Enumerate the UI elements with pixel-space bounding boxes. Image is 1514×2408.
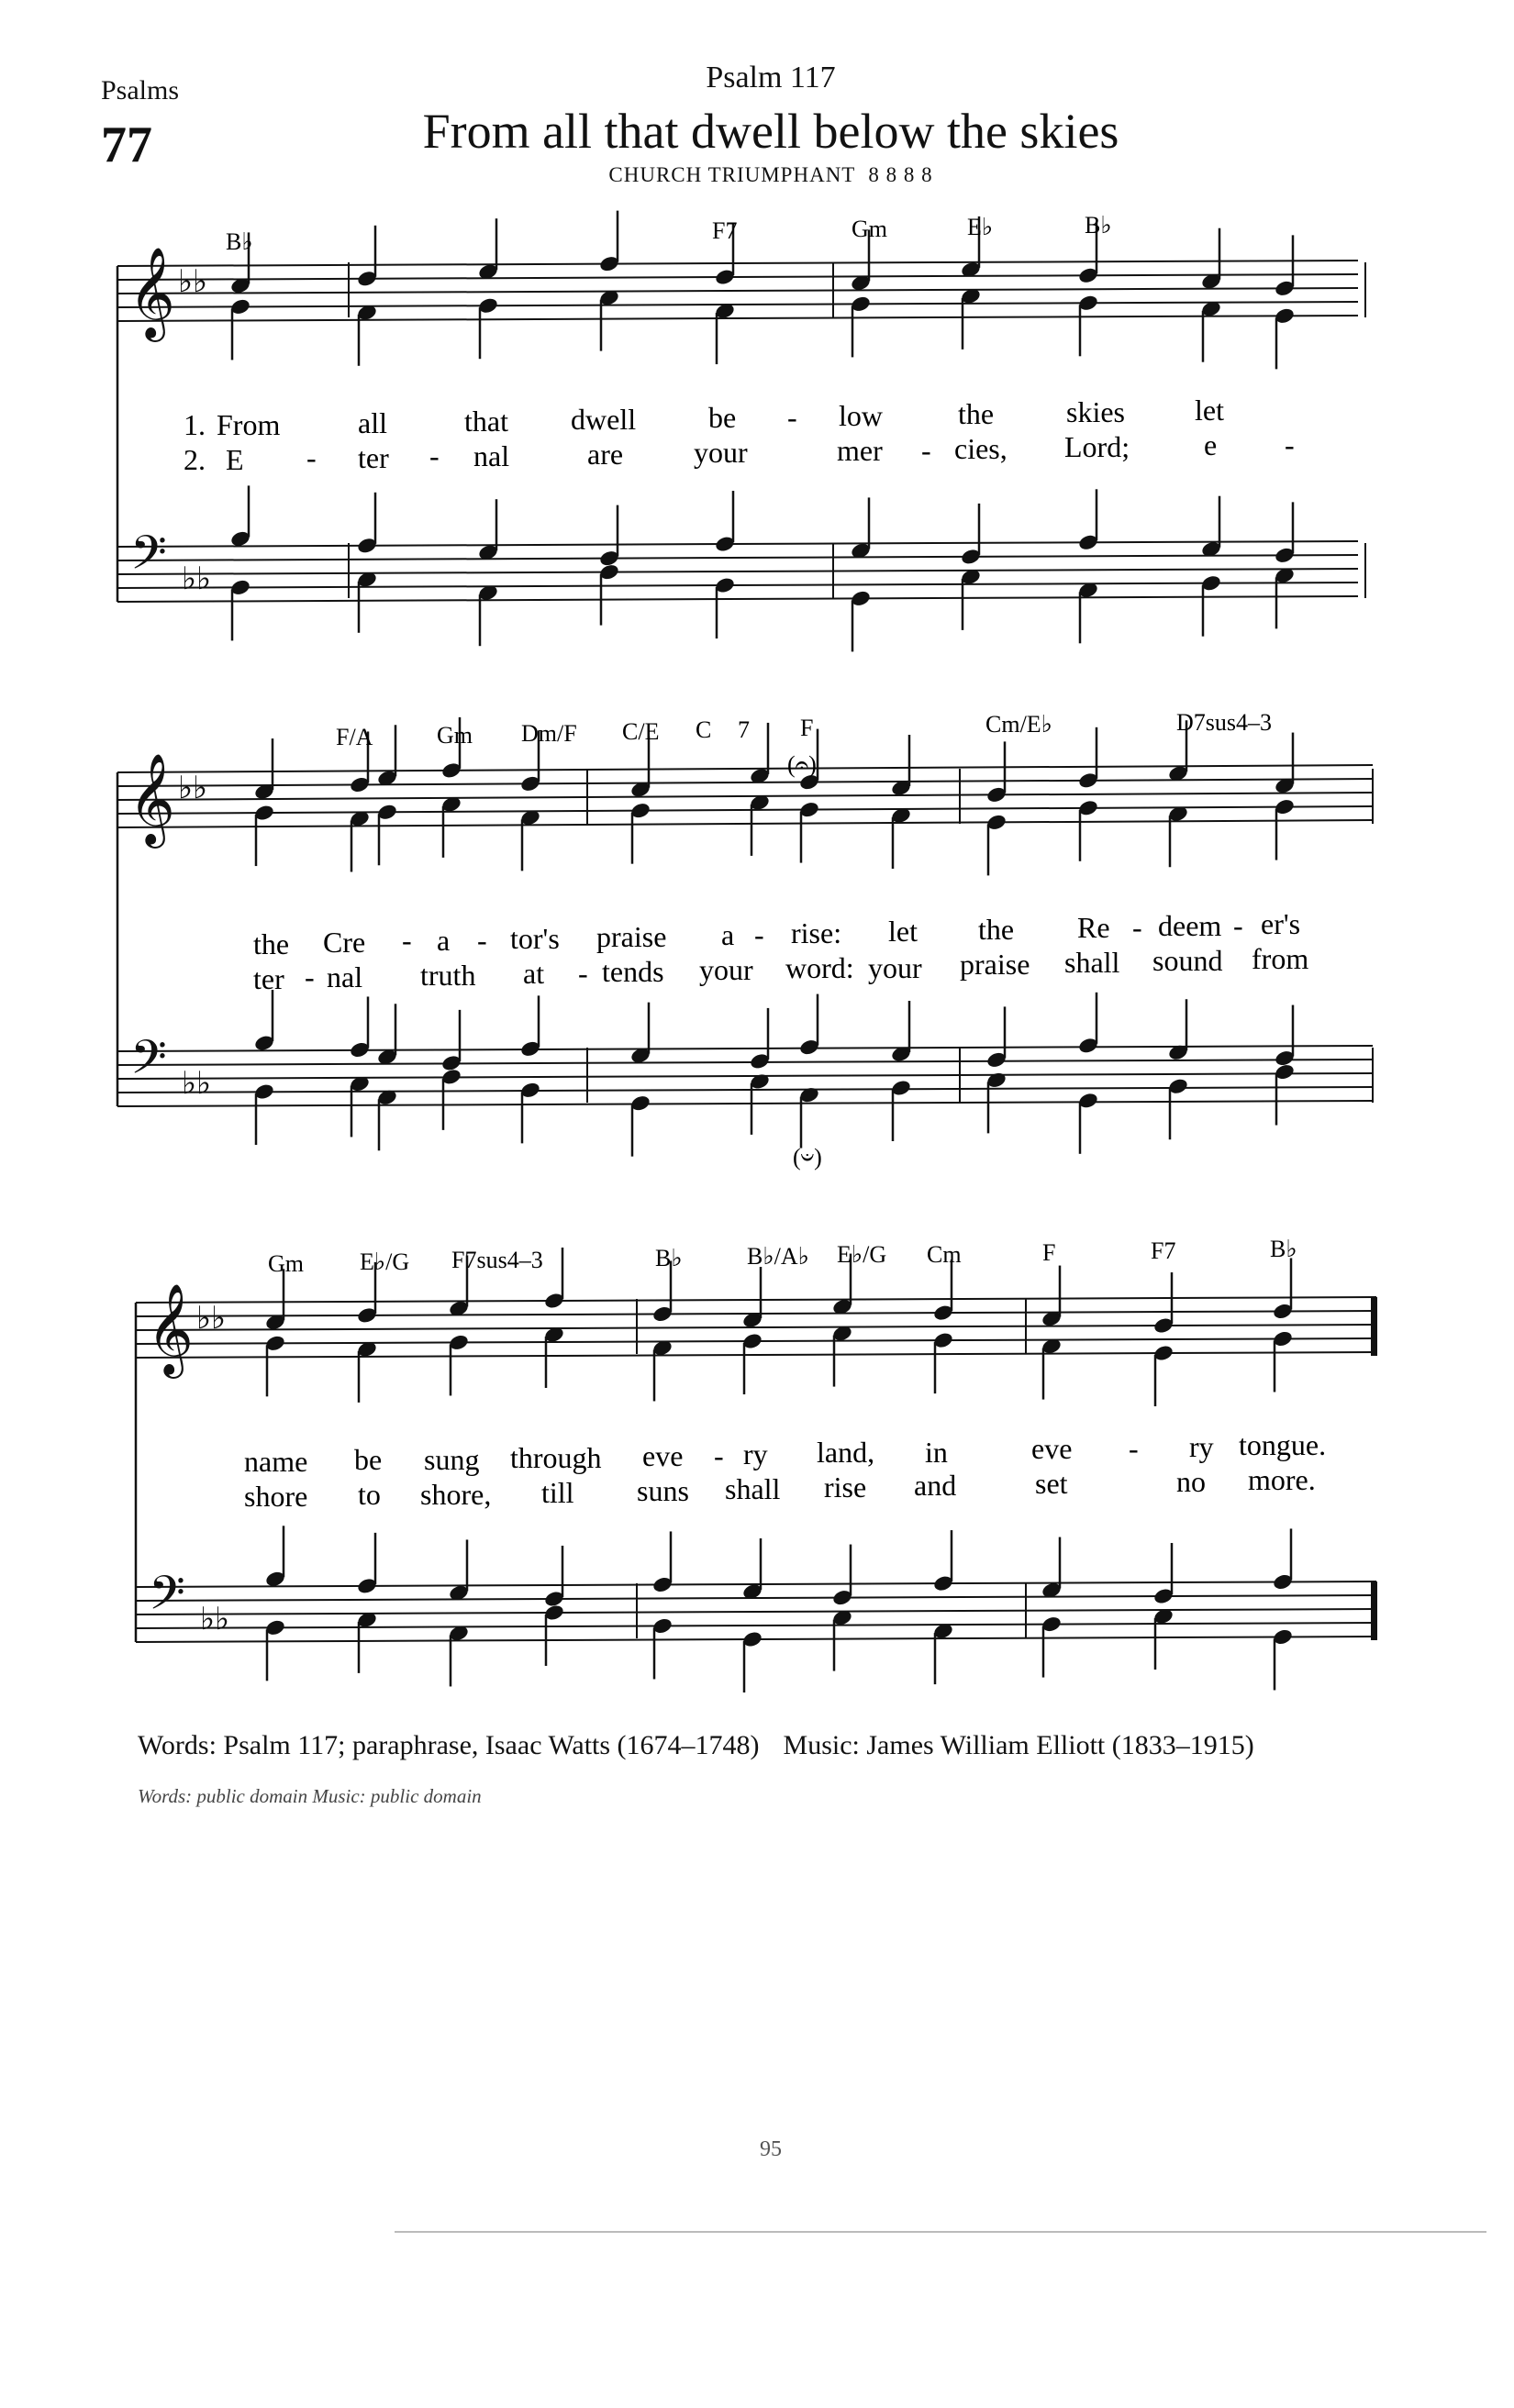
svg-text:sound: sound bbox=[1152, 944, 1223, 977]
note-head bbox=[850, 589, 872, 651]
key-signature-icon: ♭♭ bbox=[200, 1603, 230, 1637]
svg-text:shore: shore bbox=[244, 1480, 308, 1513]
chord-symbol: Gm bbox=[852, 216, 887, 242]
chord-symbol: Dm/F bbox=[521, 720, 577, 747]
note-head bbox=[629, 737, 651, 799]
note-head bbox=[376, 1004, 398, 1066]
note-head bbox=[651, 1338, 674, 1401]
note-head bbox=[1200, 299, 1222, 361]
note-head bbox=[798, 994, 820, 1057]
svg-text:er's: er's bbox=[1261, 907, 1301, 940]
system-3-verse-1 bbox=[244, 1428, 1326, 1478]
note-head bbox=[1272, 1329, 1294, 1392]
note-head bbox=[519, 995, 541, 1058]
svg-text:sung: sung bbox=[424, 1443, 480, 1476]
svg-text:-: - bbox=[714, 1439, 724, 1472]
svg-text:no: no bbox=[1176, 1465, 1206, 1498]
svg-text:E: E bbox=[226, 443, 244, 476]
svg-text:ter: ter bbox=[253, 962, 284, 995]
page-number: 95 bbox=[760, 2137, 782, 2161]
chord-symbol: D7sus4–3 bbox=[1176, 709, 1273, 736]
note-head bbox=[448, 1333, 470, 1395]
bass-staff bbox=[136, 1609, 1376, 1615]
note-head bbox=[932, 1530, 954, 1592]
bass-staff bbox=[117, 555, 1358, 560]
note-head bbox=[985, 813, 1007, 875]
svg-text:From: From bbox=[217, 408, 281, 441]
note-head bbox=[1274, 1062, 1296, 1125]
note-head bbox=[264, 1526, 286, 1588]
chord-symbol: B♭ bbox=[1270, 1236, 1297, 1262]
svg-text:ry: ry bbox=[1189, 1430, 1214, 1463]
note-head bbox=[1167, 805, 1189, 867]
note-head bbox=[629, 1003, 651, 1065]
treble-staff bbox=[136, 1297, 1376, 1303]
music-credit: Music: James William Elliott (1833–1915) bbox=[783, 1730, 1254, 1760]
svg-text:-: - bbox=[305, 960, 315, 993]
svg-text:truth: truth bbox=[420, 959, 476, 992]
svg-text:name: name bbox=[244, 1445, 308, 1478]
chord-symbol: Gm bbox=[437, 722, 473, 749]
svg-text:rise:: rise: bbox=[791, 916, 842, 949]
note-head bbox=[253, 804, 275, 866]
treble-staff bbox=[117, 793, 1373, 800]
key-signature-icon: ♭♭ bbox=[178, 771, 208, 805]
note-head bbox=[519, 808, 541, 871]
note-head bbox=[264, 1618, 286, 1681]
note-head bbox=[1200, 573, 1222, 636]
treble-staff bbox=[136, 1325, 1376, 1330]
svg-text:tor's: tor's bbox=[510, 922, 560, 955]
svg-text:skies: skies bbox=[1066, 395, 1125, 428]
note-head bbox=[440, 1068, 462, 1130]
chord-symbol: Cm/E♭ bbox=[985, 711, 1052, 738]
chord-symbol: Cm bbox=[927, 1241, 962, 1268]
chord-symbol: C bbox=[696, 716, 712, 743]
svg-text:rise: rise bbox=[824, 1470, 867, 1504]
svg-text:your: your bbox=[699, 953, 753, 986]
svg-text:are: are bbox=[587, 438, 624, 471]
note-head bbox=[1152, 1543, 1174, 1605]
note-head bbox=[376, 803, 398, 865]
note-head bbox=[629, 1093, 651, 1156]
svg-text:land,: land, bbox=[817, 1436, 875, 1469]
note-head bbox=[598, 562, 620, 625]
svg-text:-: - bbox=[1129, 1432, 1139, 1465]
svg-text:nal: nal bbox=[327, 960, 363, 993]
note-head bbox=[1167, 999, 1189, 1061]
note-head bbox=[741, 1267, 763, 1329]
svg-text:be: be bbox=[354, 1443, 383, 1476]
note-head bbox=[1077, 1092, 1099, 1154]
note-head bbox=[477, 583, 499, 646]
chord-symbol: B♭ bbox=[1085, 212, 1112, 239]
note-head bbox=[349, 809, 371, 871]
treble-clef-icon: 𝄞 bbox=[147, 1283, 194, 1375]
note-head bbox=[1272, 1258, 1294, 1320]
note-head bbox=[349, 996, 371, 1059]
note-head bbox=[985, 741, 1007, 804]
treble-staff bbox=[117, 820, 1373, 827]
svg-text:till: till bbox=[541, 1476, 574, 1509]
note-head bbox=[229, 297, 251, 360]
note-head bbox=[356, 1533, 378, 1595]
svg-text:to: to bbox=[358, 1478, 381, 1511]
svg-text:your: your bbox=[868, 951, 922, 984]
note-head bbox=[985, 1006, 1007, 1069]
note-head bbox=[890, 1001, 912, 1063]
fermata-marker: (𝄐) bbox=[787, 751, 817, 778]
note-head bbox=[749, 1008, 771, 1071]
note-head bbox=[543, 1248, 565, 1310]
note-head bbox=[477, 499, 499, 561]
svg-text:deem: deem bbox=[1158, 909, 1222, 942]
copyright-note: Words: public domain Music: public domain bbox=[138, 1785, 482, 1807]
note-head bbox=[741, 1332, 763, 1394]
svg-text:-: - bbox=[402, 924, 412, 957]
chord-symbol: B♭ bbox=[226, 228, 253, 255]
note-head bbox=[741, 1538, 763, 1601]
svg-text:low: low bbox=[839, 399, 883, 432]
svg-text:ter: ter bbox=[358, 441, 389, 474]
note-head bbox=[1274, 306, 1296, 369]
svg-text:at: at bbox=[523, 957, 545, 990]
note-head bbox=[376, 1088, 398, 1150]
key-signature-icon: ♭♭ bbox=[178, 265, 208, 299]
note-head bbox=[1077, 993, 1099, 1055]
note-head bbox=[714, 302, 736, 364]
note-head bbox=[1272, 1528, 1294, 1591]
note-head bbox=[1041, 1266, 1063, 1328]
note-head bbox=[1274, 235, 1296, 297]
credits-line bbox=[138, 1730, 1278, 1761]
words-credit: Words: Psalm 117; paraphrase, Isaac Watts (1674–1748) bbox=[138, 1730, 760, 1760]
note-head bbox=[1041, 1537, 1063, 1600]
note-head bbox=[932, 1622, 954, 1684]
bass-clef-icon: 𝄢 bbox=[149, 1565, 185, 1632]
svg-text:Lord;: Lord; bbox=[1064, 430, 1130, 463]
note-head bbox=[714, 491, 736, 553]
note-head bbox=[356, 1340, 378, 1403]
note-head bbox=[440, 1010, 462, 1072]
bass-staff bbox=[117, 1101, 1373, 1106]
note-head bbox=[253, 738, 275, 801]
treble-staff bbox=[117, 316, 1358, 321]
note-head bbox=[1272, 1627, 1294, 1690]
svg-text:eve: eve bbox=[642, 1439, 684, 1472]
svg-text:-: - bbox=[787, 401, 797, 434]
note-head bbox=[932, 1331, 954, 1393]
svg-text:-: - bbox=[578, 957, 588, 990]
svg-text:-: - bbox=[921, 434, 931, 467]
key-signature-icon: ♭♭ bbox=[196, 1302, 227, 1336]
svg-text:dwell: dwell bbox=[571, 403, 637, 436]
svg-text:set: set bbox=[1035, 1467, 1068, 1500]
note-head bbox=[356, 304, 378, 366]
bass-staff bbox=[117, 1060, 1373, 1065]
note-head bbox=[831, 1545, 853, 1607]
note-head bbox=[229, 485, 251, 548]
fermata-marker: (𝄑) bbox=[793, 1144, 822, 1171]
chord-symbol: F/A bbox=[336, 724, 373, 750]
final-bar bbox=[1371, 1297, 1377, 1356]
note-head bbox=[264, 1334, 286, 1396]
note-head bbox=[651, 1616, 674, 1679]
note-head bbox=[543, 1603, 565, 1666]
svg-text:your: your bbox=[694, 436, 748, 469]
note-head bbox=[1274, 502, 1296, 564]
note-head bbox=[714, 576, 736, 638]
svg-text:let: let bbox=[888, 915, 918, 948]
final-bar bbox=[1371, 1581, 1377, 1640]
svg-text:nal: nal bbox=[473, 439, 510, 472]
svg-text:the: the bbox=[253, 927, 290, 960]
svg-text:and: and bbox=[914, 1469, 957, 1502]
section-label: Psalms bbox=[101, 75, 180, 105]
note-head bbox=[1152, 1272, 1174, 1335]
svg-text:tends: tends bbox=[602, 955, 664, 988]
chord-symbol: F7 bbox=[1151, 1237, 1176, 1264]
note-head bbox=[1274, 733, 1296, 795]
svg-text:-: - bbox=[1132, 911, 1142, 944]
note-head bbox=[1041, 1337, 1063, 1399]
note-head bbox=[477, 218, 499, 281]
svg-text:through: through bbox=[510, 1441, 602, 1474]
key-signature-icon: ♭♭ bbox=[182, 1067, 212, 1101]
svg-text:be: be bbox=[708, 401, 737, 434]
svg-text:a: a bbox=[437, 924, 451, 957]
svg-text:from: from bbox=[1252, 942, 1309, 975]
treble-clef-icon: 𝄞 bbox=[128, 247, 175, 338]
treble-clef-icon: 𝄞 bbox=[128, 753, 175, 845]
note-head bbox=[448, 1624, 470, 1686]
treble-staff bbox=[136, 1352, 1376, 1358]
note-head bbox=[1077, 489, 1099, 551]
note-head bbox=[543, 1546, 565, 1608]
svg-text:1.: 1. bbox=[184, 408, 206, 441]
svg-text:shore,: shore, bbox=[420, 1478, 492, 1511]
svg-text:-: - bbox=[1285, 428, 1295, 461]
chord-symbol: E♭ bbox=[967, 214, 994, 240]
hymn-title: From all that dwell below the skies bbox=[422, 104, 1119, 159]
bass-staff bbox=[117, 1073, 1373, 1079]
chord-symbol: F7 bbox=[712, 217, 738, 244]
note-head bbox=[1041, 1615, 1063, 1677]
note-head bbox=[519, 1081, 541, 1143]
note-head bbox=[850, 497, 872, 560]
bass-staff bbox=[136, 1623, 1376, 1628]
svg-text:word:: word: bbox=[785, 951, 854, 984]
svg-text:praise: praise bbox=[960, 948, 1030, 981]
chord-symbol: F bbox=[800, 715, 814, 741]
svg-text:praise: praise bbox=[596, 920, 667, 953]
svg-text:e: e bbox=[1204, 428, 1218, 461]
chord-symbol: E♭/G bbox=[360, 1248, 410, 1275]
key-signature-icon: ♭♭ bbox=[182, 562, 212, 596]
note-head bbox=[1274, 1005, 1296, 1068]
note-head bbox=[890, 806, 912, 869]
treble-staff bbox=[117, 779, 1373, 786]
svg-text:2.: 2. bbox=[184, 443, 206, 476]
svg-text:-: - bbox=[754, 918, 764, 951]
tune-name: CHURCH TRIUMPHANT bbox=[608, 163, 856, 186]
note-head bbox=[932, 1259, 954, 1322]
note-head bbox=[629, 801, 651, 863]
chord-symbol: B♭ bbox=[655, 1245, 683, 1271]
note-head bbox=[1077, 581, 1099, 643]
svg-text:the: the bbox=[978, 913, 1015, 946]
chord-symbol: E♭/G bbox=[837, 1241, 887, 1268]
svg-text:-: - bbox=[1233, 909, 1243, 942]
note-head bbox=[598, 505, 620, 568]
svg-text:all: all bbox=[358, 406, 387, 439]
note-head bbox=[1152, 1344, 1174, 1406]
bass-staff bbox=[117, 541, 1358, 547]
svg-text:-: - bbox=[477, 924, 487, 957]
treble-staff bbox=[117, 288, 1358, 294]
svg-text:shall: shall bbox=[725, 1472, 781, 1505]
chord-symbol: F7sus4–3 bbox=[451, 1247, 543, 1273]
note-head bbox=[598, 211, 620, 273]
note-head bbox=[264, 1269, 286, 1331]
note-head bbox=[960, 504, 982, 566]
chord-symbol: C/E bbox=[622, 718, 660, 745]
note-head bbox=[1274, 797, 1296, 860]
svg-text:that: that bbox=[464, 405, 508, 438]
svg-text:Cre: Cre bbox=[323, 926, 366, 959]
psalm-reference: Psalm 117 bbox=[706, 61, 836, 94]
chord-symbol: 7 bbox=[738, 716, 750, 743]
footer-divider bbox=[395, 2231, 1486, 2233]
svg-text:suns: suns bbox=[637, 1474, 689, 1507]
system-1-verse-2 bbox=[184, 428, 1295, 476]
svg-text:a: a bbox=[721, 918, 735, 951]
note-head bbox=[356, 493, 378, 555]
bass-staff bbox=[117, 596, 1358, 602]
treble-staff bbox=[117, 261, 1358, 266]
tune-meter: 8 8 8 8 bbox=[868, 163, 933, 186]
svg-text:-: - bbox=[306, 441, 317, 474]
note-head bbox=[1167, 1077, 1189, 1139]
svg-text:tongue.: tongue. bbox=[1239, 1428, 1327, 1461]
note-head bbox=[741, 1630, 763, 1692]
note-head bbox=[890, 735, 912, 797]
svg-text:eve: eve bbox=[1031, 1432, 1073, 1465]
note-head bbox=[651, 1531, 674, 1593]
svg-text:the: the bbox=[958, 397, 995, 430]
svg-text:mer: mer bbox=[837, 434, 883, 467]
note-head bbox=[253, 1082, 275, 1145]
svg-text:ry: ry bbox=[743, 1437, 768, 1470]
note-head bbox=[229, 578, 251, 640]
treble-staff bbox=[117, 302, 1358, 307]
chord-symbol: B♭/A♭ bbox=[747, 1243, 809, 1270]
note-head bbox=[798, 800, 820, 862]
bass-clef-icon: 𝄢 bbox=[130, 1029, 167, 1096]
svg-text:-: - bbox=[429, 439, 440, 472]
bass-staff bbox=[117, 583, 1358, 588]
chord-symbol: Gm bbox=[268, 1250, 304, 1277]
note-head bbox=[253, 990, 275, 1052]
note-head bbox=[1077, 799, 1099, 861]
note-head bbox=[890, 1079, 912, 1141]
note-head bbox=[749, 723, 771, 785]
note-head bbox=[850, 294, 872, 357]
system-3-chords bbox=[268, 1236, 1297, 1277]
note-head bbox=[356, 226, 378, 288]
note-head bbox=[376, 725, 398, 787]
svg-text:cies,: cies, bbox=[954, 432, 1007, 465]
svg-text:let: let bbox=[1195, 394, 1224, 427]
note-head bbox=[1077, 727, 1099, 790]
system-3-verse-2 bbox=[244, 1463, 1316, 1513]
note-head bbox=[1200, 496, 1222, 559]
chord-symbol: F bbox=[1042, 1239, 1056, 1266]
note-head bbox=[448, 1539, 470, 1602]
bass-clef-icon: 𝄢 bbox=[130, 525, 167, 592]
svg-text:Re: Re bbox=[1077, 911, 1110, 944]
note-head bbox=[1077, 294, 1099, 356]
note-head bbox=[798, 1085, 820, 1148]
svg-text:shall: shall bbox=[1064, 946, 1120, 979]
svg-text:more.: more. bbox=[1248, 1463, 1316, 1496]
hymn-number: 77 bbox=[101, 117, 152, 173]
system-2-verse-1 bbox=[253, 907, 1300, 960]
note-head bbox=[1200, 228, 1222, 291]
treble-staff bbox=[117, 274, 1358, 280]
svg-text:in: in bbox=[925, 1436, 948, 1469]
bass-staff bbox=[117, 569, 1358, 574]
note-head bbox=[477, 296, 499, 359]
